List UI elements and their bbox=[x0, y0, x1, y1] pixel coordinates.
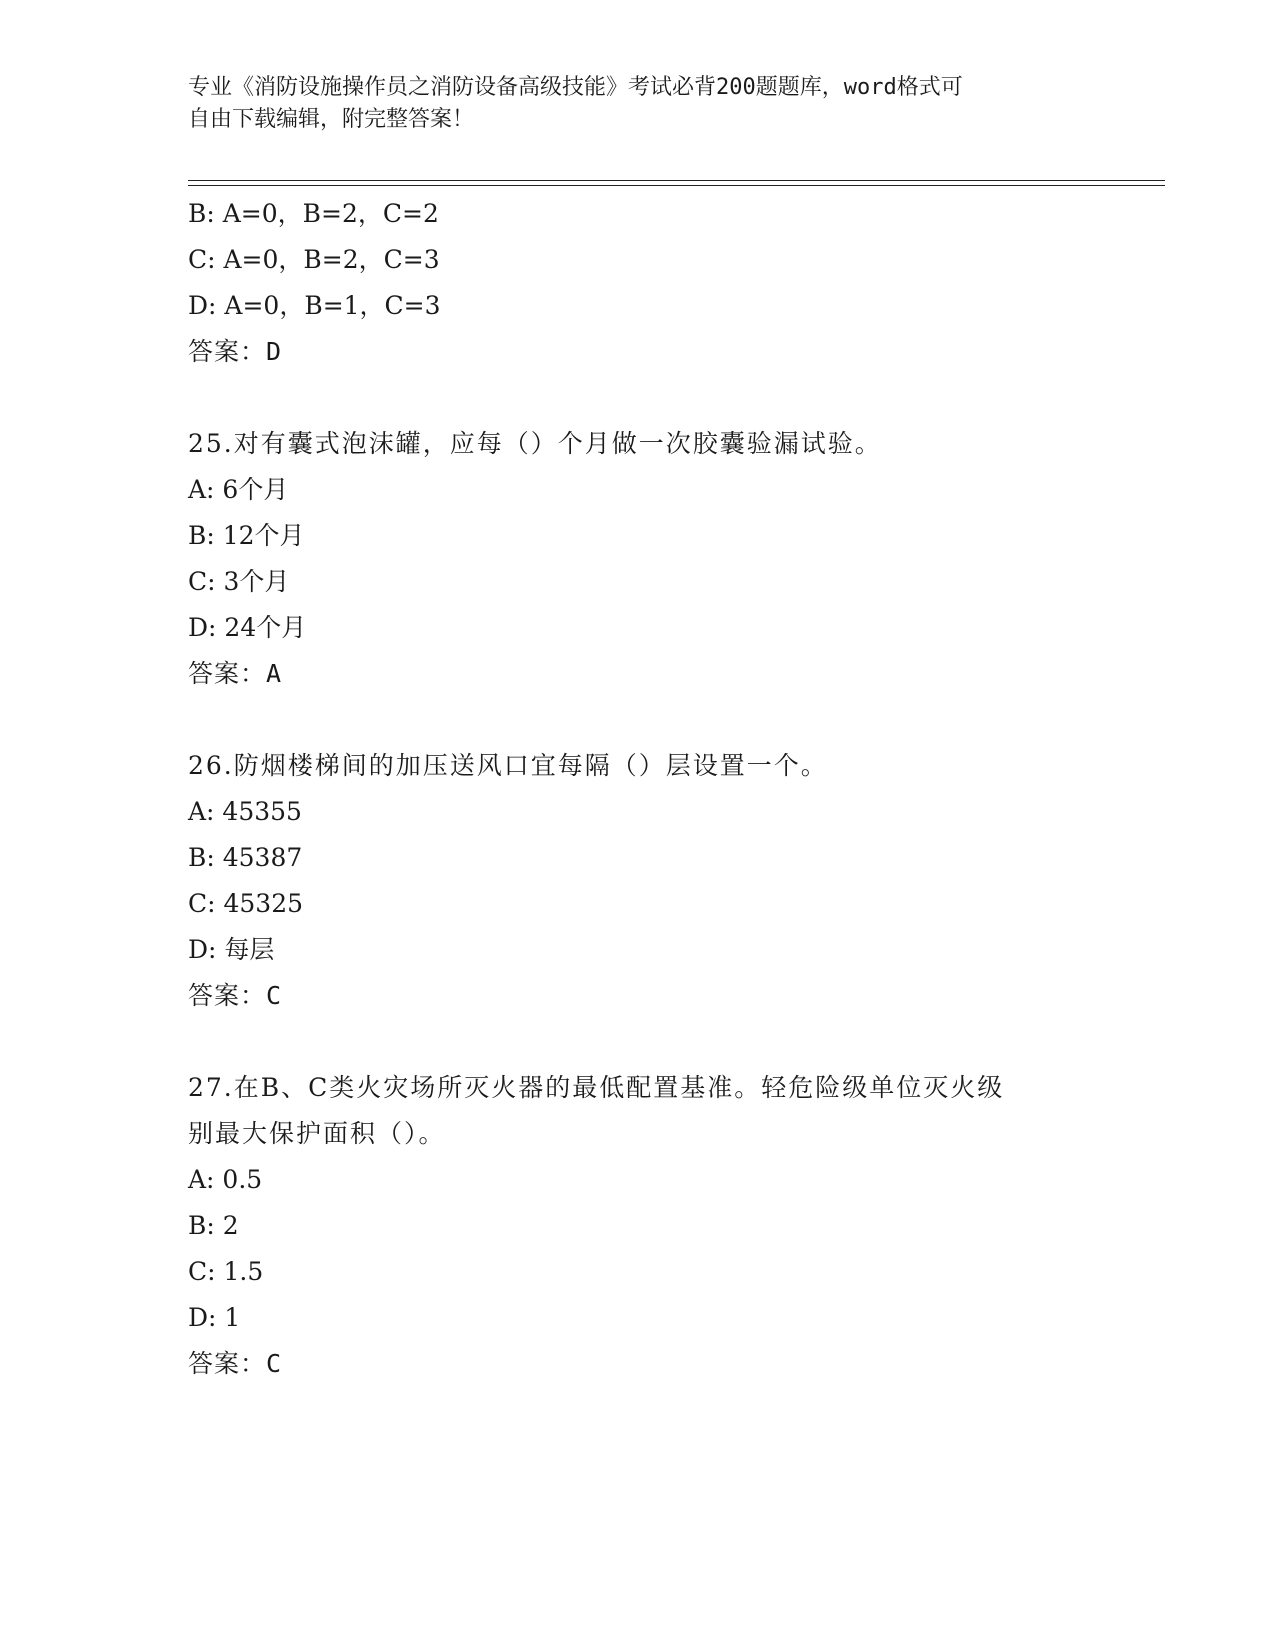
option-a: A: 6个月 bbox=[188, 475, 289, 504]
spacer bbox=[188, 697, 1088, 743]
option-c: C: 3个月 bbox=[188, 567, 290, 596]
question-stem-line-1: 27.在B、C类火灾场所灭火器的最低配置基准。轻危险级单位灭火级 bbox=[188, 1073, 1005, 1102]
option-c: C: A=0，B=2，C=3 bbox=[188, 245, 440, 274]
option-c: C: 1.5 bbox=[188, 1257, 264, 1286]
question-25 bbox=[188, 421, 1088, 697]
header-line-2: 自由下载编辑，附完整答案！ bbox=[188, 107, 475, 132]
option-d: D: 24个月 bbox=[188, 613, 307, 642]
option-d: D: A=0，B=1，C=3 bbox=[188, 291, 441, 320]
question-stem: 26.防烟楼梯间的加压送风口宜每隔（）层设置一个。 bbox=[188, 751, 828, 780]
header-divider-bottom bbox=[188, 185, 1165, 186]
question-26 bbox=[188, 743, 1088, 1019]
option-d: D: 每层 bbox=[188, 935, 275, 964]
question-stem: 25.对有囊式泡沫罐，应每（）个月做一次胶囊验漏试验。 bbox=[188, 429, 882, 458]
question-content bbox=[188, 191, 1088, 1387]
question-24-continued bbox=[188, 191, 1088, 375]
answer-line: 答案：C bbox=[188, 981, 283, 1010]
option-b: B: 2 bbox=[188, 1211, 239, 1240]
option-c: C: 45325 bbox=[188, 889, 304, 918]
option-b: B: 45387 bbox=[188, 843, 303, 872]
answer-line: 答案：A bbox=[188, 659, 283, 688]
question-27 bbox=[188, 1065, 1088, 1387]
option-a: A: 45355 bbox=[188, 797, 302, 826]
header-divider-top bbox=[188, 180, 1165, 181]
spacer bbox=[188, 375, 1088, 421]
answer-line: 答案：D bbox=[188, 337, 283, 366]
document-header bbox=[188, 72, 1068, 136]
option-d: D: 1 bbox=[188, 1303, 241, 1332]
option-a: A: 0.5 bbox=[188, 1165, 263, 1194]
option-b: B: A=0，B=2，C=2 bbox=[188, 199, 439, 228]
spacer bbox=[188, 1019, 1088, 1065]
question-stem-line-2: 别最大保护面积（）。 bbox=[188, 1119, 446, 1148]
answer-line: 答案：C bbox=[188, 1349, 283, 1378]
option-b: B: 12个月 bbox=[188, 521, 305, 550]
header-line-1: 专业《消防设施操作员之消防设备高级技能》考试必背200题题库，word格式可 bbox=[188, 75, 963, 100]
